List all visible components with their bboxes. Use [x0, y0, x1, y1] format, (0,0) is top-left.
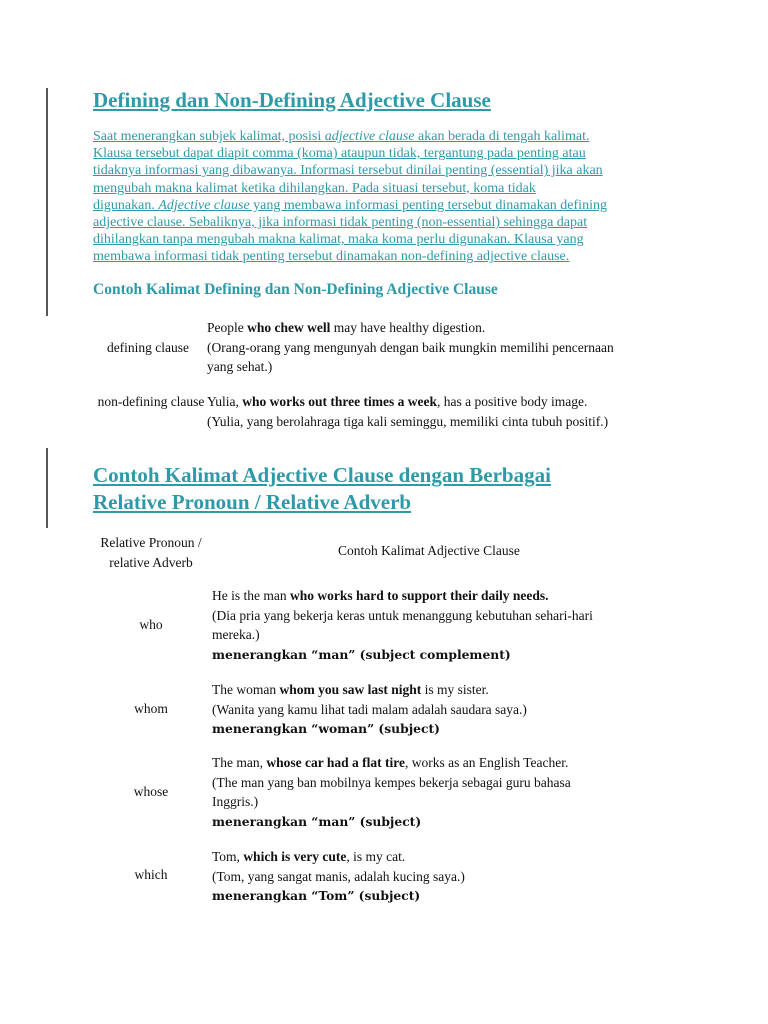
margin-bar-top	[46, 88, 48, 316]
example-which: Tom, which is very cute, is my cat. (Tom, yang sangat manis, adalah kucing saya.) menerangkan “Tom” (subject)	[212, 849, 465, 904]
section2-heading[interactable]: Contoh Kalimat Adjective Clause dengan Berbagai Relative Pronoun / Relative Adverb	[93, 463, 551, 514]
table1-example-defining: People who chew well may have healthy digestion. (Orang-orang yang mengunyah dengan baik mungkin memilihi pencernaan yang sehat.)	[207, 320, 614, 375]
example-whom: The woman whom you saw last night is my sister. (Wanita yang kamu lihat tadi malam adalah saudara saya.) menerangkan “woman” (subject)	[212, 682, 527, 737]
margin-bar-middle	[46, 448, 48, 528]
example-who: He is the man who works hard to support their daily needs. (Dia pria yang bekerja keras untuk menanggung kebutuhan sehari-hari mereka.) menerangkan “man” (subject complement)	[212, 588, 593, 662]
intro-paragraph[interactable]: Saat menerangkan subjek kalimat, posisi adjective clause akan berada di tengah kalimat. Klausa tersebut dapat diapit comma (koma) ataupun tidak, tergantung pada penting atau tidaknya informasi yang dibawanya. Informasi tersebut dinilai penting (essential) jika akan mengubah makna kalimat ketika dihilangkan. Pada situasi tersebut, koma tidak digunakan. Adjective clause yang membawa informasi penting tersebut dinamakan defining adjective clause. Sebaliknya, jika informasi tidak penting (non-essential) sehingga dapat dihilangkan tanpa mengubah makna kalimat, maka koma perlu digunakan. Klausa yang membawa informasi tidak penting tersebut dinamakan non-defining adjective clause.	[93, 129, 607, 265]
table2-header-pronoun: Relative Pronoun / relative Adverb	[100, 535, 202, 570]
pronoun-whom: whom	[134, 701, 168, 716]
table1-label-non-defining: non-defining clause	[97, 394, 205, 409]
example-whose: The man, whose car had a flat tire, works as an English Teacher. (The man yang ban mobilnya kempes bekerja sebagai guru bahasa Inggris.) menerangkan “man” (subject)	[212, 755, 571, 829]
pronoun-which: which	[134, 867, 168, 882]
table2-header-example: Contoh Kalimat Adjective Clause	[338, 543, 520, 558]
section1-heading: Contoh Kalimat Defining dan Non-Defining Adjective Clause	[93, 281, 498, 298]
pronoun-who: who	[139, 617, 163, 632]
pronoun-whose: whose	[133, 784, 169, 799]
table1-example-non-defining: Yulia, who works out three times a week, has a positive body image. (Yulia, yang berolahraga tiga kali seminggu, memiliki cinta tubuh positif.)	[207, 394, 609, 429]
table1-label-defining: defining clause	[106, 340, 190, 355]
page-title[interactable]: Defining dan Non-Defining Adjective Clause	[93, 88, 491, 112]
